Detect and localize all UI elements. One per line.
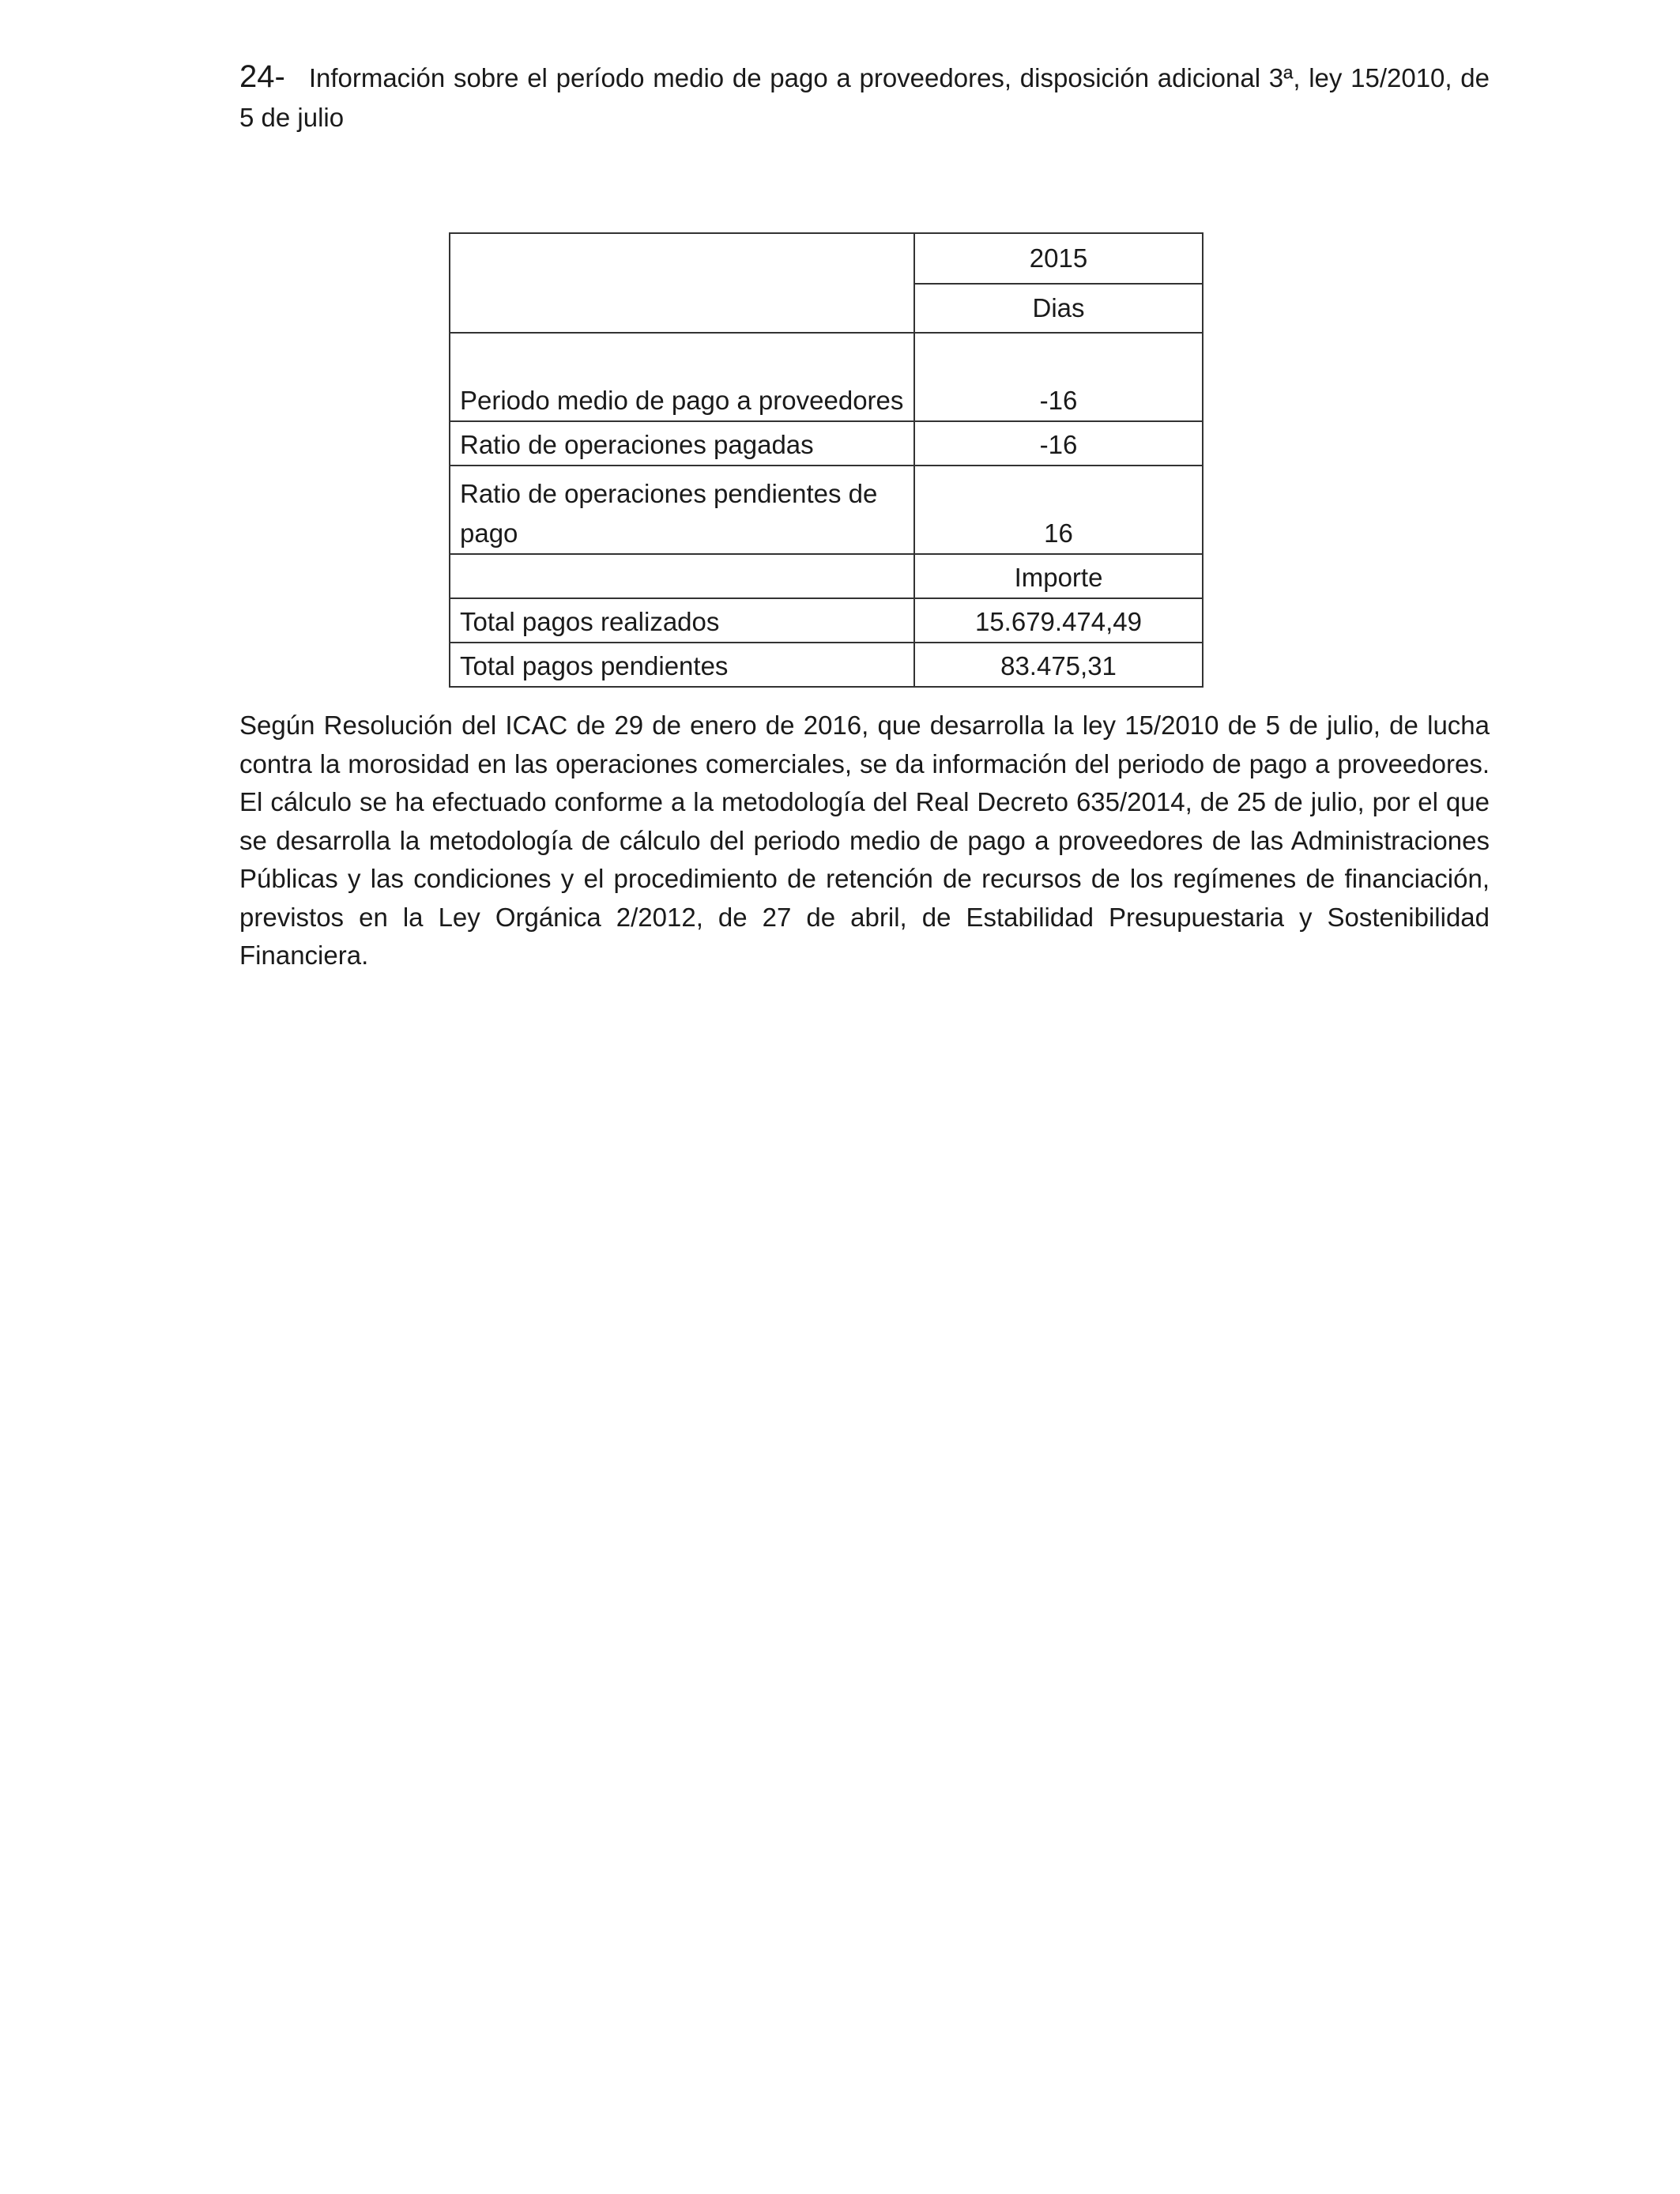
payment-period-table [449,232,1203,688]
table-row [450,421,1203,466]
row-value-cell: 16 [914,466,1203,554]
table-corner-cell [450,233,914,333]
section-heading [239,57,1490,138]
section-title: Información sobre el período medio de pago a proveedores, disposición adicional 3ª, ley 15/2010, de 5 de julio [239,63,1490,132]
row-value-cell: 15.679.474,49 [914,598,1203,643]
table-row [450,554,1203,598]
row-value-cell: 83.475,31 [914,643,1203,687]
row-label-cell: Total pagos realizados [450,598,914,643]
table-row [450,333,1203,421]
amount-header-cell: Importe [914,554,1203,598]
days-header-cell: Dias [914,284,1203,333]
explanatory-paragraph: Según Resolución del ICAC de 29 de enero de 2016, que desarrolla la ley 15/2010 de 5 de julio, de lucha contra la morosidad en las operaciones comerciales, se da información del periodo de pago a proveedores. El cálculo se ha efectuado conforme a la metodología del Real Decreto 635/2014, de 25 de julio, por el que se desarrolla la metodología de cálculo del periodo medio de pago a proveedores de las Administraciones Públicas y las condiciones y el procedimiento de retención de recursos de los regímenes de financiación, previstos en la Ley Orgánica 2/2012, de 27 de abril, de Estabilidad Presupuestaria y Sostenibilidad Financiera. [239,711,1490,970]
table-row [450,466,1203,554]
year-header-cell: 2015 [914,233,1203,284]
row-label-cell: Ratio de operaciones pendientes de pago [450,466,914,554]
row-label-cell: Total pagos pendientes [450,643,914,687]
row-label-cell: Periodo medio de pago a proveedores [450,333,914,421]
row-value-cell: -16 [914,333,1203,421]
table-row [450,598,1203,643]
row-label-cell [450,554,914,598]
row-value-cell: -16 [914,421,1203,466]
section-number: 24- [239,59,285,94]
table-row [450,643,1203,687]
table-row [450,233,1203,284]
row-label-cell: Ratio de operaciones pagadas [450,421,914,466]
